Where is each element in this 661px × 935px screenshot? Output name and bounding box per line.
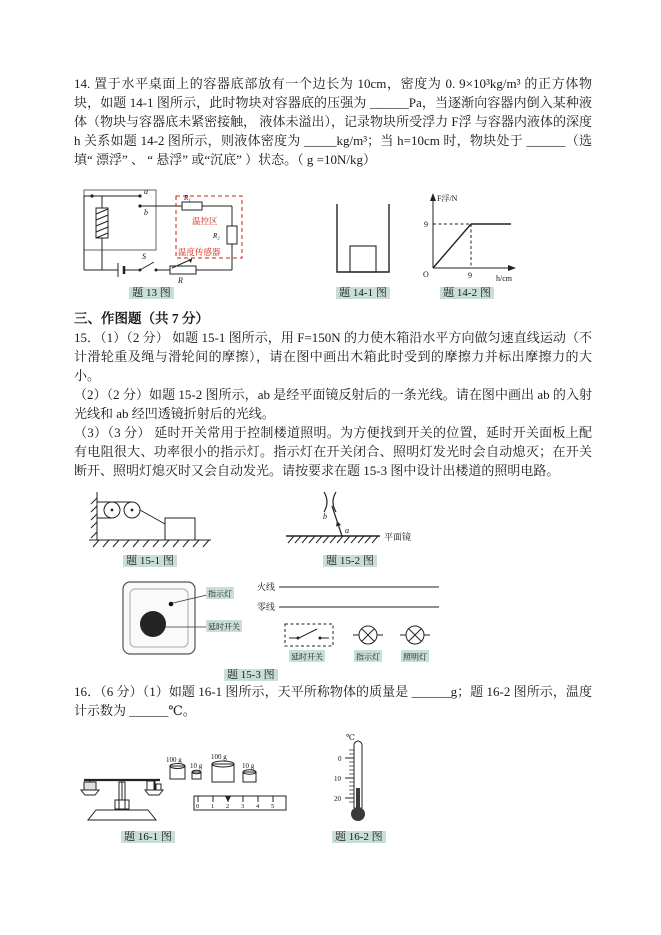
switch-label: S xyxy=(142,252,146,261)
figure-14-2 xyxy=(413,188,521,300)
balance-base xyxy=(88,810,156,820)
x-tick-9: 9 xyxy=(468,271,472,280)
contact-b-label: b xyxy=(144,208,148,217)
cube-block xyxy=(350,246,376,272)
switch-dot-1 xyxy=(139,269,142,272)
symbol-switch-label: 延时开关 xyxy=(291,652,323,662)
thermometer-bulb xyxy=(351,807,365,821)
point-a-label: a xyxy=(345,526,349,535)
point-b-label: b xyxy=(323,512,327,521)
switch-terminal-2 xyxy=(319,637,322,640)
thermometer-diagram xyxy=(332,730,384,828)
figure-15-3-row xyxy=(74,574,592,666)
resistor-r2-label: R₂ xyxy=(213,232,220,240)
figure-16-1-caption xyxy=(74,830,292,844)
x-arrowhead xyxy=(508,265,516,271)
contact-a-label: a xyxy=(144,187,148,196)
relay-frame xyxy=(84,190,156,250)
page-content xyxy=(74,74,592,844)
pulley-1-hub xyxy=(111,509,114,512)
figure-15-2-caption xyxy=(280,554,420,568)
mercury-column xyxy=(356,788,360,809)
concave-lens-left-surface xyxy=(324,492,327,512)
pulley-box-diagram xyxy=(85,488,215,552)
origin-label: O xyxy=(423,270,429,279)
scale-20-label: 20 xyxy=(334,795,341,803)
relay-circuit-diagram xyxy=(74,182,249,284)
figure-15-3-caption xyxy=(74,668,592,682)
ruler-tick-2: 2 xyxy=(226,803,230,810)
resistor-r1-label: R₁ xyxy=(184,194,191,202)
ruler-tick-0: 0 xyxy=(196,803,200,810)
weight-100g-label-1: 100 g xyxy=(166,756,182,764)
figure-16-2 xyxy=(332,730,386,844)
symbol-lamp-label: 照明灯 xyxy=(403,652,427,662)
battery-icon xyxy=(118,263,124,277)
ground-hatching xyxy=(93,540,209,547)
switch-terminal-1 xyxy=(297,637,300,640)
figure-14-1-caption xyxy=(327,286,399,300)
pivot-dot xyxy=(90,194,93,197)
right-pan xyxy=(145,790,163,795)
temp-sensor-label: 温度传感器 xyxy=(178,247,221,257)
rheostat-icon xyxy=(170,259,196,274)
figure-13-caption xyxy=(74,286,249,300)
wiring-symbols-diagram xyxy=(255,574,445,666)
figure-16-1 xyxy=(74,748,292,844)
ruler-tick-3: 3 xyxy=(241,803,245,810)
figure-14-2-caption xyxy=(413,286,521,300)
pulley-2-hub xyxy=(131,509,134,512)
panel-switch-label: 延时开关 xyxy=(208,622,240,632)
wooden-box xyxy=(165,518,195,540)
rope-to-box xyxy=(140,510,165,524)
left-pan xyxy=(81,790,99,795)
ruler-tick-1: 1 xyxy=(211,803,215,810)
y-arrowhead xyxy=(430,193,436,201)
figure-row-4 xyxy=(74,730,592,844)
symbol-indicator-label: 指示灯 xyxy=(356,652,380,662)
balance-scale-diagram xyxy=(74,748,292,828)
x-axis-label: h/cm xyxy=(496,274,512,283)
figure-15-1-caption xyxy=(85,554,215,568)
resistor-r2-sensor xyxy=(227,226,237,244)
resistor-r1 xyxy=(182,202,202,210)
switch-blade xyxy=(299,629,317,638)
question-15-2-text: （2）（2 分）如题 15-2 图所示，ab 是经平面镜反射后的一条光线。请在图中画出 ab 的入射光线和 ab 经凹透镜折射后的光线。 xyxy=(74,387,592,421)
weight-100g-label-2: 100 g xyxy=(211,753,227,761)
figure-15-2 xyxy=(280,488,420,568)
caption-text: 题 15-2 图 xyxy=(323,555,377,567)
figure-row-2 xyxy=(74,488,592,568)
figure-13 xyxy=(74,182,249,300)
neutral-wire-label: 零线 xyxy=(257,602,276,612)
caption-text: 题 15-1 图 xyxy=(123,555,177,567)
section-3-heading: 三、作图题（共 7 分） xyxy=(74,311,209,326)
figure-16-2-caption xyxy=(332,830,386,844)
y-axis-label: F浮/N xyxy=(437,194,458,203)
question-16-text: 16．（6 分）（1）如题 16-1 图所示，天平所称物体的质量是 ______g；题 16-2 图所示，温度计示数为 ______℃。 xyxy=(74,684,592,718)
question-15-1-text: 15．（1）（2 分） 如题 15-1 图所示，用 F=150N 的力使木箱沿水平方向做匀速直线运动（不计滑轮重及绳与滑轮间的摩擦），请在图中画出木箱此时受到的摩擦力并标出摩擦力的大小。 xyxy=(74,330,592,383)
circuit-wires xyxy=(84,196,232,270)
delay-switch-button xyxy=(140,611,166,637)
buoyancy-depth-graph xyxy=(413,188,521,284)
switch-icon xyxy=(140,262,154,270)
plane-mirror-diagram xyxy=(280,488,420,552)
container-outline xyxy=(337,204,389,272)
mirror-hatching xyxy=(288,536,378,543)
figure-15-3 xyxy=(74,574,592,682)
object-on-pan xyxy=(84,782,96,790)
figure-15-1 xyxy=(85,488,215,568)
y-tick-9: 9 xyxy=(424,220,428,229)
switch-dot-2 xyxy=(155,269,158,272)
tube-top xyxy=(354,741,362,744)
caption-text: 题 16-2 图 xyxy=(332,831,386,843)
scale-10-label: 10 xyxy=(334,775,341,783)
indicator-light-dot xyxy=(169,602,174,607)
weight-on-pan-2 xyxy=(156,784,161,790)
ruler-tick-5: 5 xyxy=(271,803,275,810)
container-block-diagram xyxy=(327,192,399,284)
ruler-tick-4: 4 xyxy=(256,803,260,810)
live-wire-label: 火线 xyxy=(257,582,276,592)
caption-text: 题 13 图 xyxy=(129,287,174,299)
question-14-text: 14. 置于水平桌面上的容器底部放有一个边长为 10cm，密度为 0. 9×10³kg/m³ 的正方体物块，如题 14-1 图所示，此时物块对容器底的压强为 ______Pa，当逐渐向容器内倒入某种液体（物块与容器底未紧密接触， 液体未溢出），记录物块所受浮力 F浮 与容器内液体的深度 h 关系如题 14-2 图所示，则液体密度为 _____kg/m³；当 h=10cm 时，物块处于 ______（选填“ 漂浮” 、 “ 悬浮” 或“沉底” ）状态。（ g =10N/kg） xyxy=(74,76,592,167)
figure-row-1 xyxy=(74,182,592,300)
caption-text: 题 14-2 图 xyxy=(440,287,494,299)
delay-switch-symbol-box xyxy=(285,624,333,646)
caption-text: 题 16-1 图 xyxy=(121,831,175,843)
contact-b-dot xyxy=(138,204,141,207)
weight-10g-label-2: 10 g xyxy=(242,762,255,770)
figure-14-1 xyxy=(327,192,399,300)
rising-segment xyxy=(433,224,471,268)
caption-text: 题 15-3 图 xyxy=(224,669,278,681)
celsius-unit-label: ℃ xyxy=(346,733,355,742)
question-15-3-text: （3）（3 分） 延时开关常用于控制楼道照明。为方便找到开关的位置，延时开关面板上配有电阻很大、功率很小的指示灯。指示灯在开关闭合、照明灯发光时会自动熄灭；在开关断开、照明灯熄灭时又会自动发光。请按要求在题 15-3 图中设计出楼道的照明电路。 xyxy=(74,425,592,478)
wall-hatching xyxy=(91,498,97,538)
pointer-scale xyxy=(115,800,129,809)
temp-zone-label: 温控区 xyxy=(192,216,218,226)
delay-switch-panel-diagram xyxy=(119,574,255,666)
rheostat-label: R xyxy=(178,276,183,284)
mirror-label: 平面镜 xyxy=(384,532,412,542)
caption-text: 题 14-1 图 xyxy=(336,287,390,299)
weight-10g-label-1: 10 g xyxy=(190,762,203,770)
contact-a-dot xyxy=(138,194,141,197)
scale-0-label: 0 xyxy=(338,755,342,763)
electromagnet-coil xyxy=(96,196,108,238)
rider-marker xyxy=(225,796,231,802)
panel-indicator-label: 指示灯 xyxy=(208,589,232,599)
